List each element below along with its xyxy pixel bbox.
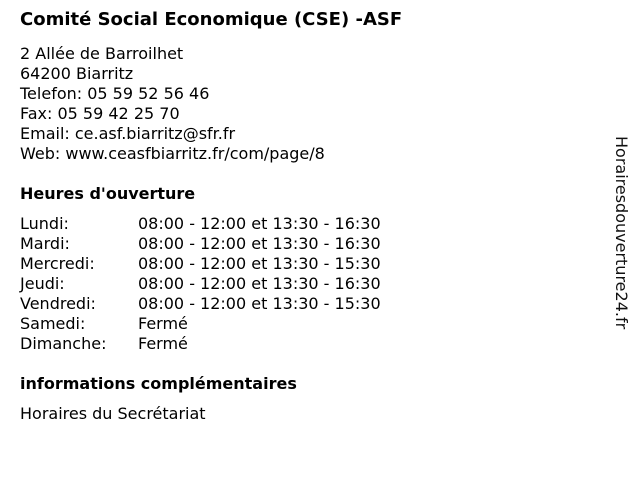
fax-number: Fax: 05 59 42 25 70 — [20, 104, 180, 123]
hours-times: 08:00 - 12:00 et 13:30 - 16:30 — [138, 214, 381, 233]
city-address: 64200 Biarritz — [20, 64, 134, 83]
hours-day: Mercredi: — [20, 254, 95, 273]
hours-times: 08:00 - 12:00 et 13:30 - 16:30 — [138, 274, 381, 293]
hours-times: 08:00 - 12:00 et 13:30 - 15:30 — [138, 294, 381, 313]
phone-number: Telefon: 05 59 52 56 46 — [20, 84, 210, 103]
website-link: Web: www.ceasfbiarritz.fr/com/page/8 — [20, 144, 325, 163]
hours-heading: Heures d'ouverture — [20, 184, 196, 203]
address-block — [20, 44, 325, 164]
hours-day: Mardi: — [20, 234, 70, 253]
street-address: 2 Allée de Barroilhet — [20, 44, 184, 63]
hours-times: Fermé — [138, 314, 188, 333]
email-address: Email: ce.asf.biarritz@sfr.fr — [20, 124, 236, 143]
hours-day: Lundi: — [20, 214, 69, 233]
hours-times: Fermé — [138, 334, 188, 353]
hours-day: Samedi: — [20, 314, 86, 333]
hours-day: Dimanche: — [20, 334, 107, 353]
site-watermark: Horairesdouverture24.fr — [612, 136, 631, 330]
info-heading: informations complémentaires — [20, 374, 297, 393]
info-text: Horaires du Secrétariat — [20, 404, 206, 423]
hours-times: 08:00 - 12:00 et 13:30 - 15:30 — [138, 254, 381, 273]
hours-day: Vendredi: — [20, 294, 96, 313]
page-title: Comité Social Economique (CSE) -ASF — [20, 9, 403, 30]
hours-times: 08:00 - 12:00 et 13:30 - 16:30 — [138, 234, 381, 253]
hours-day: Jeudi: — [20, 274, 65, 293]
